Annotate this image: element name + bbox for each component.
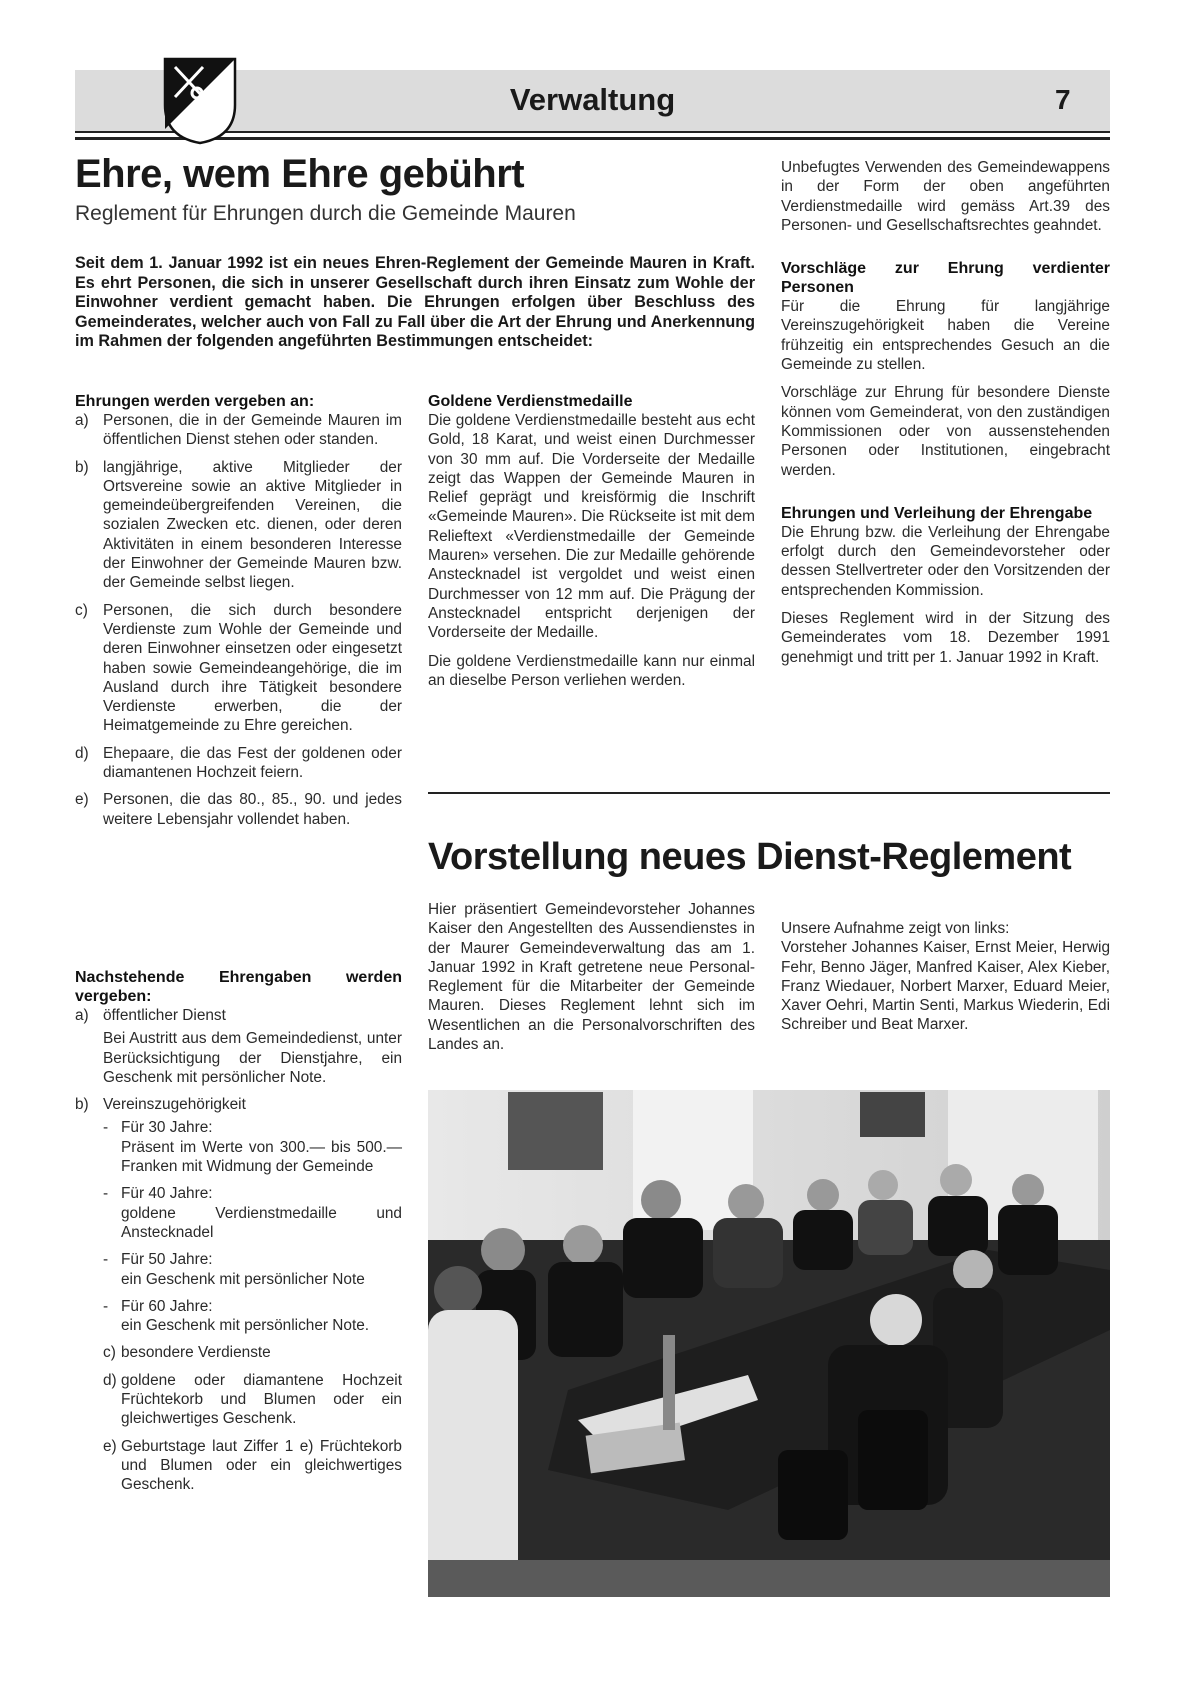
page-number: 7: [1055, 84, 1071, 115]
membership-gift-label: Für 60 Jahre:: [121, 1297, 213, 1315]
recipients-heading: Ehrungen werden vergeben an:: [75, 393, 315, 410]
gift-item-b-list: [75, 1118, 402, 1335]
gift-item: c) besondere Verdienste: [103, 1344, 271, 1362]
gift-item-a: a) öffentlicher Dienst: [75, 1007, 226, 1024]
membership-gift-label: Für 30 Jahre:: [121, 1119, 213, 1137]
membership-gift-label: Für 40 Jahre:: [121, 1185, 213, 1203]
membership-gift-item: - Für 40 Jahre: goldene Verdienstmedaille und Anstecknadel: [103, 1185, 402, 1241]
proposals-heading: Vorschläge zur Ehrung verdienter Personen: [781, 260, 1110, 297]
recipients-list: [75, 411, 402, 829]
right-column: [781, 158, 1110, 676]
medal-paragraph: Die goldene Verdienstmedaille besteht aus echt Gold, 18 Karat, und weist einen Durchmesser von 30 mm auf. Die Vorderseite der Medaille zeigt das Wappen der Gemeinde Mauren in Relief geprägt und kreisförmig die Inschrift «Gemeinde Mauren». Die Rückseite ist mit dem Relieftext «Verdienstmedaille der Gemeinde Mauren» versehen. Die zur Medaille gehörende Anstecknadel ist vergoldet und weist einen Durchmesser von 12 mm auf. Die Prägung der Anstecknadel entspricht derjenigen der Vorderseite der Medaille.: [428, 412, 755, 642]
membership-gift-item: - Für 60 Jahre: ein Geschenk mit persönlicher Note.: [103, 1297, 370, 1335]
recipients-section: [75, 392, 402, 837]
recipient-item: d) Ehepaare, die das Fest der goldenen oder diamantenen Hochzeit feiern.: [75, 744, 402, 782]
membership-gift-item: - Für 30 Jahre: Präsent im Werte von 300.— bis 500.— Franken mit Widmung der Gemeinde: [103, 1119, 402, 1176]
membership-gift-text: goldene Verdienstmedaille und Anstecknadel: [121, 1204, 402, 1241]
photo-caption-names: Vorsteher Johannes Kaiser, Ernst Meier, Herwig Fehr, Benno Jäger, Manfred Kaiser, Alex Kieber, Franz Wiedauer, Norbert Marxer, Eduard Meier, Xaver Oehri, Martin Senti, Markus Wiederin, Edi Schreiber und Beat Marxer.: [781, 939, 1110, 1034]
article-lead: Seit dem 1. Januar 1992 ist ein neues Ehren-Reglement der Gemeinde Mauren in Kraft. Es ehrt Personen, die sich in unserer Gesellschaft durch ihren Einsatz zum Wohle der Einwohner verdient gemacht haben. Die Ehrungen erfolgen über Beschluss des Gemeinderates, welcher auch von Fall zu Fall über die Art der Ehrung und Anerkennung im Rahmen der folgenden angeführten Bestimmungen entscheidet:: [75, 254, 755, 351]
meeting-photo: [428, 1090, 1110, 1597]
awarding-paragraph: Dieses Reglement wird in der Sitzung des Gemeinderates vom 18. Dezember 1991 genehmigt und tritt per 1. Januar 1992 in Kraft.: [781, 610, 1110, 666]
gift-item-a-text: Bei Austritt aus dem Gemeindedienst, unter Berücksichtigung der Dienstjahre, ein Geschenk mit persönlicher Note.: [103, 1030, 402, 1086]
gifts-heading: Nachstehende Ehrengaben werden vergeben:: [75, 969, 402, 1005]
article2-col2: [781, 919, 1110, 1035]
medal-section: [428, 392, 755, 699]
membership-gift-text: ein Geschenk mit persönlicher Note.: [121, 1317, 370, 1335]
membership-gift-text: Präsent im Werte von 300.— bis 500.— Franken mit Widmung der Gemeinde: [121, 1138, 402, 1176]
article2-title: Vorstellung neues Dienst-Reglement: [428, 836, 1072, 878]
proposals-paragraph: Für die Ehrung für langjährige Vereinszugehörigkeit haben die Vereine frühzeitig ein entsprechendes Gesuch an die Gemeinde zu stellen.: [781, 298, 1110, 374]
gift-item: d) goldene oder diamantene Hochzeit Früchtekorb und Blumen oder ein gleichwertiges Geschenk.: [103, 1371, 402, 1428]
section-title: Verwaltung: [509, 82, 676, 117]
article-divider: [428, 792, 1110, 794]
membership-gift-text: ein Geschenk mit persönlicher Note: [121, 1270, 365, 1288]
article-subtitle: Reglement für Ehrungen durch die Gemeinde Mauren: [75, 202, 576, 225]
membership-gift-item: - Für 50 Jahre: ein Geschenk mit persönlicher Note: [103, 1251, 365, 1288]
gift-more-list: [103, 1343, 402, 1494]
recipient-item: a) Personen, die in der Gemeinde Mauren im öffentlichen Dienst stehen oder standen.: [75, 412, 402, 449]
gift-item-b: b) Vereinszugehörigkeit: [75, 1096, 246, 1114]
gifts-section: [75, 968, 402, 1503]
awarding-paragraph: Die Ehrung bzw. die Verleihung der Ehrengabe erfolgt durch den Gemeindevorsteher oder dessen Stellvertreter oder den Vorsitzenden der entsprechenden Kommission.: [781, 523, 1110, 599]
medal-paragraph: Die goldene Verdienstmedaille kann nur einmal an dieselbe Person verliehen werden.: [428, 652, 755, 689]
awarding-heading: Ehrungen und Verleihung der Ehrengabe: [781, 504, 1093, 522]
article2-col1: Hier präsentiert Gemeindevorsteher Johannes Kaiser den Angestellten des Aussendienstes in der Maurer Gemeindeverwaltung das am 1. Januar 1992 in Kraft getretene neue Personal-Reglement für die Mitarbeiter der Gemeinde Mauren. Dieses Reglement lehnt sich im Wesentlichen an die Personalvorschriften des Landes an.: [428, 901, 755, 1054]
proposals-paragraph: Vorschläge zur Ehrung für besondere Dienste können vom Gemeinderat, von den zuständigen Kommissionen oder von aussenstehenden Personen oder Institutionen, eingebracht werden.: [781, 384, 1110, 479]
recipient-item: e) Personen, die das 80., 85., 90. und jedes weitere Lebensjahr vollendet haben.: [75, 791, 402, 828]
recipient-item: c) Personen, die sich durch besondere Verdienste zum Wohle der Gemeinde und deren Einwohner einsetzen oder eingesetzt haben sowie Gemeindeangehörige, die im Ausland durch ihre Tätigkeit besondere Verdienste erwerben, die der Heimatgemeinde zu Ehre gereichen.: [75, 601, 402, 735]
gift-item: e) Geburtstage laut Ziffer 1 e) Früchtekorb und Blumen oder ein gleichwertiges Geschenk.: [103, 1437, 402, 1494]
misuse-paragraph: Unbefugtes Verwenden des Gemeindewappens in der Form der oben angeführten Verdienstmedaille wird gemäss Art.39 des Personen- und Gesellschaftsrechtes geahndet.: [781, 159, 1110, 234]
medal-heading: Goldene Verdienstmedaille: [428, 393, 633, 410]
article-title: Ehre, wem Ehre gebührt: [75, 152, 525, 196]
membership-gift-label: Für 50 Jahre:: [121, 1251, 213, 1269]
photo-caption-intro: Unsere Aufnahme zeigt von links:: [781, 920, 1010, 937]
recipient-item: b) langjährige, aktive Mitglieder der Ortsvereine sowie an aktive Mitglieder in gemeindeübergreifenden Vereinen, die sozialen Zwecken etc. dienen, oder deren Aktivitäten in einem besonderen Interesse der Einwohner der Gemeinde Mauren bzw. der Gemeinde selbst liegen.: [75, 458, 402, 592]
